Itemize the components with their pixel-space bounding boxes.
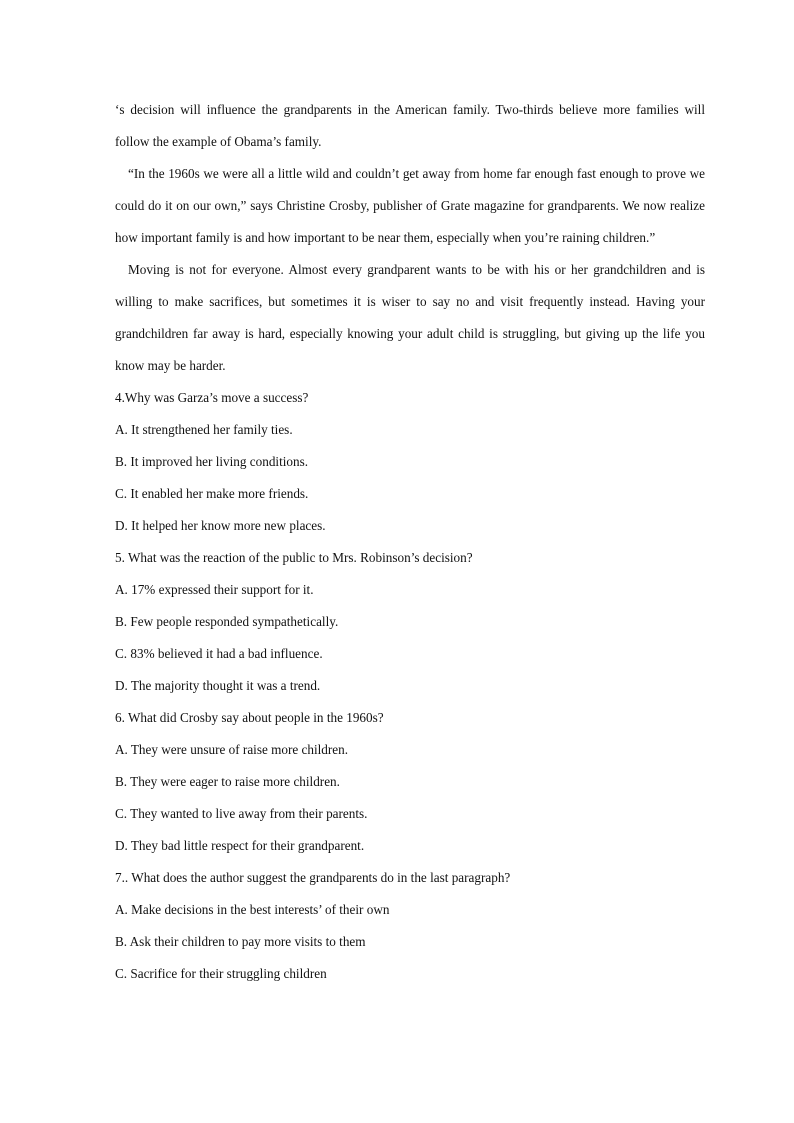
option-b: B. They were eager to raise more children. bbox=[115, 774, 340, 789]
question-5 bbox=[115, 542, 705, 702]
question-4 bbox=[115, 382, 705, 542]
option-d: D. It helped her know more new places. bbox=[115, 518, 326, 533]
option-c: C. Sacrifice for their struggling children bbox=[115, 966, 327, 981]
question-6 bbox=[115, 702, 705, 862]
option-b: B. It improved her living conditions. bbox=[115, 454, 309, 469]
question-stem: 7.. What does the author suggest the grandparents do in the last paragraph? bbox=[115, 870, 511, 885]
question-stem: 4.Why was Garza’s move a success? bbox=[115, 390, 309, 405]
question-stem: 5. What was the reaction of the public to Mrs. Robinson’s decision? bbox=[115, 550, 473, 565]
document-page bbox=[115, 94, 705, 990]
option-a: A. Make decisions in the best interests’ of their own bbox=[115, 902, 390, 917]
passage-paragraph-1: ‘s decision will influence the grandparents in the American family. Two-thirds believe more families will follow the example of Obama’s family. bbox=[115, 102, 705, 149]
passage-paragraph-3: Moving is not for everyone. Almost every grandparent wants to be with his or her grandchildren and is willing to make sacrifices, but sometimes it is wiser to say no and visit frequently instead. Having your grandchildren far away is hard, especially knowing your adult child is struggling, but giving up the life you know may be harder. bbox=[115, 262, 705, 373]
question-7 bbox=[115, 862, 705, 990]
option-a: A. 17% expressed their support for it. bbox=[115, 582, 314, 597]
option-b: B. Few people responded sympathetically. bbox=[115, 614, 339, 629]
option-a: A. It strengthened her family ties. bbox=[115, 422, 293, 437]
passage-paragraph-2: “In the 1960s we were all a little wild and couldn’t get away from home far enough fast enough to prove we could do it on our own,” says Christine Crosby, publisher of Grate magazine for grandparents. We now realize how important family is and how important to be near them, especially when you’re raining children.” bbox=[115, 166, 705, 245]
option-d: D. The majority thought it was a trend. bbox=[115, 678, 321, 693]
option-a: A. They were unsure of raise more children. bbox=[115, 742, 349, 757]
option-c: C. They wanted to live away from their parents. bbox=[115, 806, 368, 821]
question-stem: 6. What did Crosby say about people in the 1960s? bbox=[115, 710, 384, 725]
option-c: C. 83% believed it had a bad influence. bbox=[115, 646, 323, 661]
option-c: C. It enabled her make more friends. bbox=[115, 486, 309, 501]
option-d: D. They bad little respect for their grandparent. bbox=[115, 838, 365, 853]
option-b: B. Ask their children to pay more visits to them bbox=[115, 934, 366, 949]
